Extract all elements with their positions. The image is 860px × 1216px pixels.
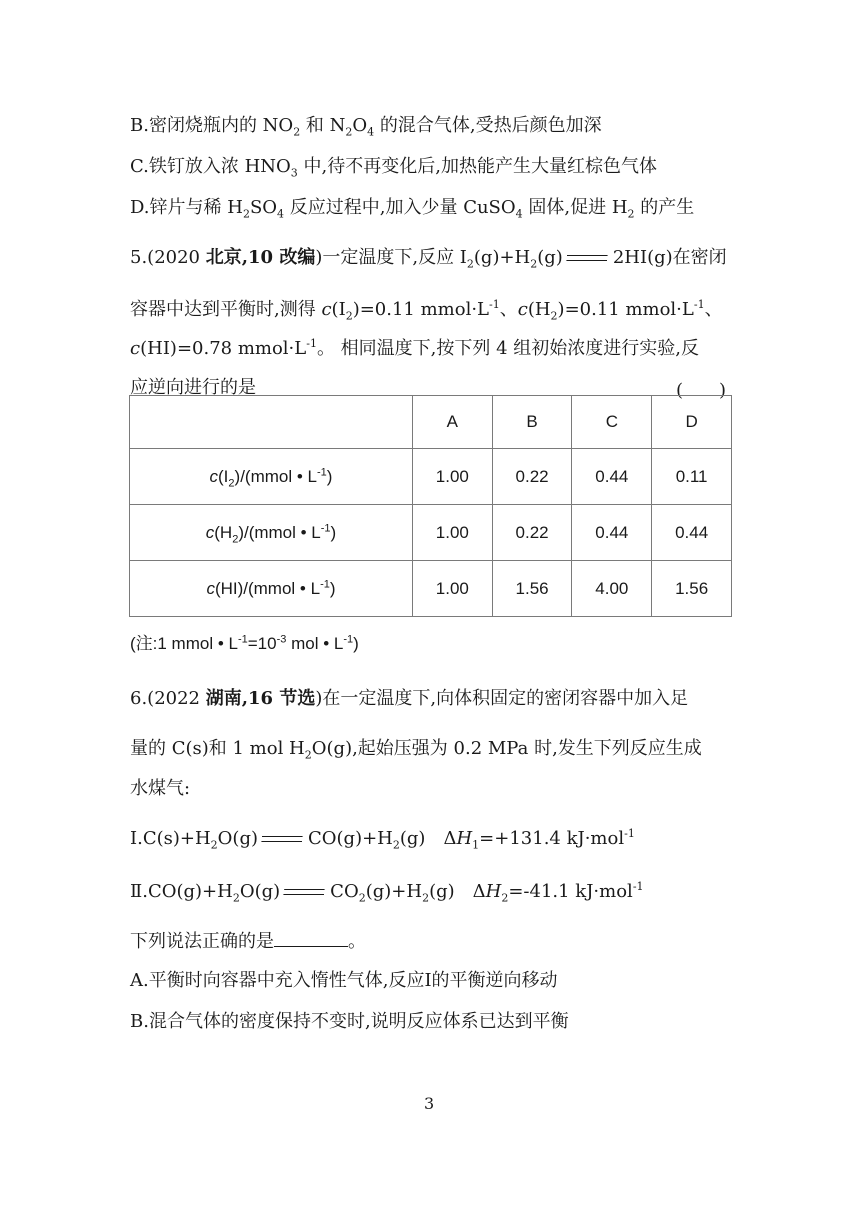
answer-parentheses: ( ) [676, 380, 727, 401]
reaction-2: $Ⅱ.CO(g)+H_2O(g)$ $CO_2(g)+H_2(g)$ $\Delta H_2=-41.1$ kJ·mol$^{-1}$ [130, 880, 644, 905]
equilibrium-arrow-icon [567, 252, 607, 264]
q5-stem-line-2: 容器中达到平衡时,测得 $c(I_2)=0.11$ $mmol\cdot L^{-1}$、$c(H_2)=0.11$ $mmol\cdot L^{-1}$、 [130, 298, 723, 323]
q6-stem-line-3: 水煤气: [130, 778, 191, 799]
table-cell: 1.56 [492, 561, 572, 617]
answer-blank[interactable] [274, 928, 348, 947]
page-number: 3 [424, 1094, 435, 1113]
table-header-cell: C [572, 396, 652, 449]
table-cell: 1.00 [412, 505, 492, 561]
table-row [130, 449, 732, 505]
q6-stem-line-1: 6.(2022 湖南,16 节选)在一定温度下,向体积固定的密闭容器中加入足 [130, 688, 689, 709]
table-cell: 0.22 [492, 505, 572, 561]
table-row [130, 561, 732, 617]
row-label: $c(H_2)/(mmol$ • $L^{-1}$) [130, 505, 413, 561]
table-cell: 0.44 [572, 449, 652, 505]
table-header-empty [130, 396, 413, 449]
equilibrium-arrow-icon [262, 833, 302, 845]
reaction-1: $Ⅰ.C(s)+H_2O(g)$ $CO(g)+H_2(g)$ $\Delta H_1=+131.4$ kJ·mol$^{-1}$ [130, 827, 635, 852]
table-header-cell: D [652, 396, 732, 449]
q6-option-b: B.混合气体的密度保持不变时,说明反应体系已达到平衡 [130, 1011, 569, 1032]
option-d-prev: D.锌片与稀 $H_2SO_4$ 反应过程中,加入少量 CuSO$_4$ 固体,促进 $H_2$ 的产生 [130, 197, 695, 221]
table-header-row [130, 396, 732, 449]
table-cell: 0.44 [652, 505, 732, 561]
q6-question: 下列说法正确的是 。 [130, 928, 366, 954]
table-cell: 0.44 [572, 505, 652, 561]
table-cell: 0.22 [492, 449, 572, 505]
q6-stem-line-2: 量的 C(s)和 1 mol $H_2O(g)$,起始压强为 0.2 MPa 时,发生下列反应生成 [130, 738, 702, 762]
option-c-prev: C.铁钉放入浓 $HNO_3$ 中,待不再变化后,加热能产生大量红棕色气体 [130, 156, 657, 180]
table-cell: 4.00 [572, 561, 652, 617]
q5-stem-line-1: 5.(2020 北京,10 改编)一定温度下,反应 $I_2(g)+H_2(g)$ 2HI(g)在密闭 [130, 247, 727, 271]
table-cell: 1.00 [412, 449, 492, 505]
q5-stem-line-3: c(HI)=0.78 $mmol\cdot L^{-1}$。 相同温度下,按下列 4 组初始浓度进行实验,反 [130, 337, 700, 359]
q6-option-a: A.平衡时向容器中充入惰性气体,反应Ⅰ的平衡逆向移动 [130, 970, 558, 991]
table-row [130, 505, 732, 561]
q5-stem-line-4: 应逆向进行的是 [130, 377, 256, 398]
table-cell: 1.00 [412, 561, 492, 617]
table-cell: 1.56 [652, 561, 732, 617]
table-cell: 0.11 [652, 449, 732, 505]
table-header-cell: B [492, 396, 572, 449]
row-label: c(HI)/(mmol • $L^{-1}$) [130, 561, 413, 617]
concentration-table [129, 395, 732, 617]
option-b-prev: B.密闭烧瓶内的 $NO_2$ 和 $N_2O_4$ 的混合气体,受热后颜色加深 [130, 115, 602, 139]
equilibrium-arrow-icon [284, 886, 324, 898]
table-header-cell: A [412, 396, 492, 449]
row-label: $c(I_2)/(mmol$ • $L^{-1}$) [130, 449, 413, 505]
table-note: (注:1 mmol • $L^{-1}=10^{-3}$ mol • $L^{-1}$) [130, 633, 359, 653]
